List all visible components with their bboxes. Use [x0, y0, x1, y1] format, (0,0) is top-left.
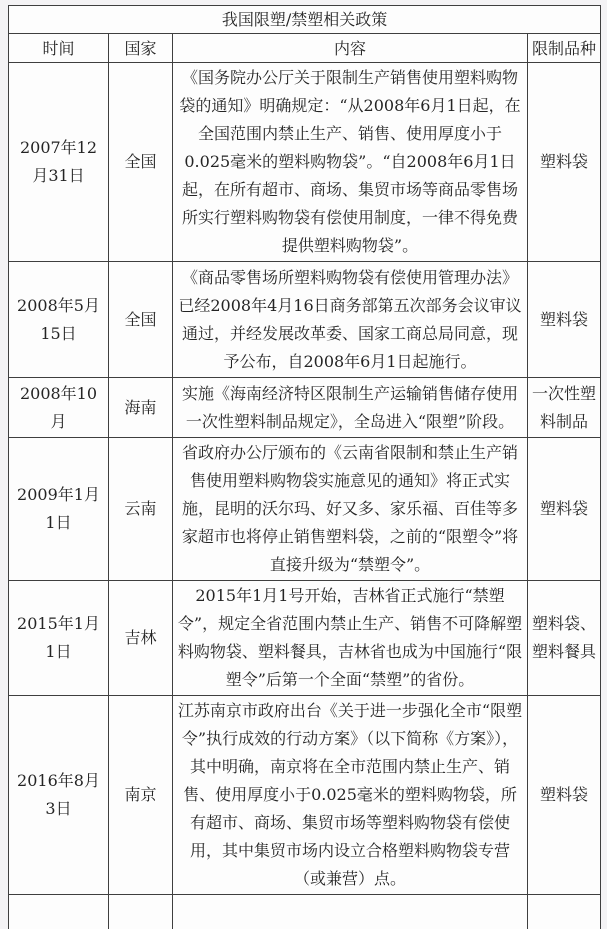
cell-time: [9, 895, 109, 929]
cell-restricted: [528, 895, 601, 929]
cell-time: 2008年5月15日: [9, 262, 109, 378]
cell-content: 《国务院办公厅关于限制生产销售使用塑料购物袋的通知》明确规定：“从2008年6月1日起，在全国范围内禁止生产、销售、使用厚度小于0.025毫米的塑料购物袋”。“自2008年6月1日起，在所有超市、商场、集贸市场等商品零售场所实行塑料购物袋有偿使用制度，一律不得免费提供塑料购物袋”。: [173, 63, 528, 262]
cell-content: 《商品零售场所塑料购物袋有偿使用管理办法》已经2008年4月16日商务部第五次部务会议审议通过，并经发展改革委、国家工商总局同意，现予公布，自2008年6月1日起施行。: [173, 262, 528, 378]
cell-time: 2009年1月1日: [9, 438, 109, 581]
cell-region: 海南: [109, 378, 173, 438]
col-header-time: 时间: [9, 34, 109, 63]
table-title-row: [9, 6, 601, 34]
cell-content: 江苏南京市政府出台《关于进一步强化全市“限塑令”执行成效的行动方案》（以下简称《方案》），其中明确，南京将在全市范围内禁止生产、销售、使用厚度小于0.025毫米的塑料购物袋，所有超市、商场、集贸市场等塑料购物袋有偿使用，其中集贸市场内设立合格塑料购物袋专营（或兼营）点。: [173, 696, 528, 895]
policy-table-container: [8, 5, 601, 929]
table-row: [9, 696, 601, 895]
table-header-row: [9, 34, 601, 63]
cell-time: 2016年8月3日: [9, 696, 109, 895]
cell-time: 2015年1月1日: [9, 581, 109, 696]
table-row: [9, 63, 601, 262]
cell-restricted: 塑料袋: [528, 63, 601, 262]
table-row-partial: [9, 895, 601, 929]
cell-content: 省政府办公厅颁布的《云南省限制和禁止生产销售使用塑料购物袋实施意见的通知》将正式实施，昆明的沃尔玛、好又多、家乐福、百佳等多家超市也将停止销售塑料袋，之前的“限塑令”将直接升级为“禁塑令”。: [173, 438, 528, 581]
table-row: [9, 262, 601, 378]
cell-region: 云南: [109, 438, 173, 581]
col-header-restricted: 限制品种: [528, 34, 601, 63]
table-row: [9, 438, 601, 581]
cell-time: 2007年12月31日: [9, 63, 109, 262]
policy-table: [8, 5, 601, 929]
cell-region: 全国: [109, 63, 173, 262]
table-title: 我国限塑/禁塑相关政策: [9, 6, 601, 34]
col-header-content: 内容: [173, 34, 528, 63]
cell-region: [109, 895, 173, 929]
cell-restricted: 一次性塑料制品: [528, 378, 601, 438]
cell-content: 2015年1月1号开始，吉林省正式施行“禁塑令”，规定全省范围内禁止生产、销售不可降解塑料购物袋、塑料餐具，吉林省也成为中国施行“限塑令”后第一个全面“禁塑”的省份。: [173, 581, 528, 696]
table-row: [9, 378, 601, 438]
cell-content: [173, 895, 528, 929]
cell-region: 全国: [109, 262, 173, 378]
cell-restricted: 塑料袋: [528, 262, 601, 378]
cell-restricted: 塑料袋、塑料餐具: [528, 581, 601, 696]
cell-region: 吉林: [109, 581, 173, 696]
table-row: [9, 581, 601, 696]
cell-restricted: 塑料袋: [528, 696, 601, 895]
cell-content: 实施《海南经济特区限制生产运输销售储存使用一次性塑料制品规定》，全岛进入“限塑”阶段。: [173, 378, 528, 438]
col-header-region: 国家: [109, 34, 173, 63]
cell-region: 南京: [109, 696, 173, 895]
cell-restricted: 塑料袋: [528, 438, 601, 581]
cell-time: 2008年10月: [9, 378, 109, 438]
